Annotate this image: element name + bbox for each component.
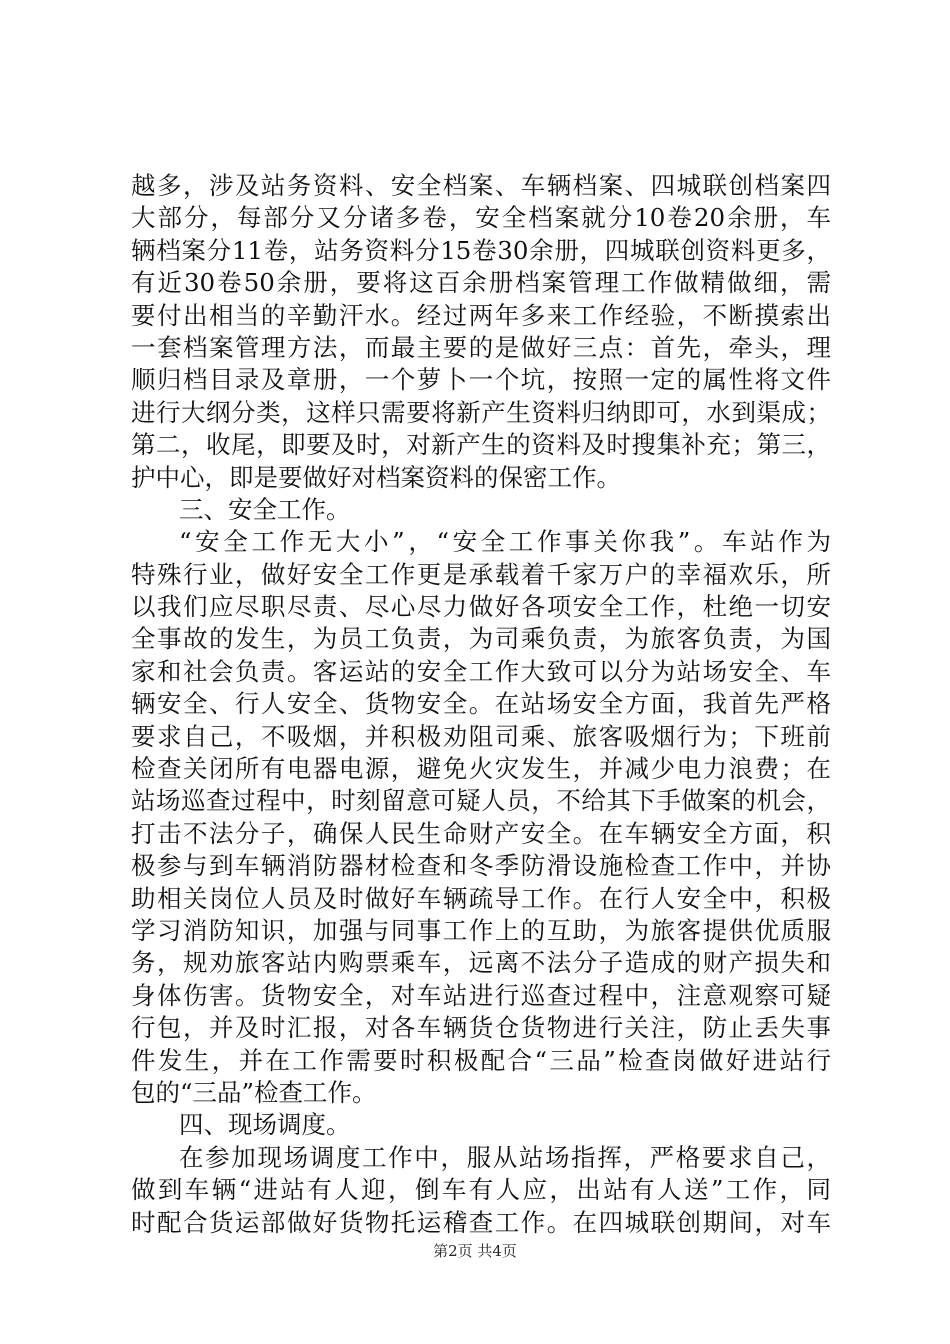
text-line: 包的“三品”检查工作。: [131, 1077, 377, 1107]
text-line: 以我们应尽职尽责、尽心尽力做好各项安全工作，杜绝一切安: [131, 592, 831, 622]
text-line: 全事故的发生，为员工负责，为司乘负责，为旅客负责，为国: [131, 624, 831, 654]
text-line: 特殊行业，做好安全工作更是承载着千家万户的幸福欢乐，所: [131, 559, 831, 589]
text-line: 顺归档目录及章册，一个萝卜一个坑，按照一定的属性将文件: [131, 365, 831, 395]
text-line: 学习消防知识，加强与同事工作上的互助，为旅客提供优质服: [131, 915, 831, 945]
text-line: 有近30卷50余册，要将这百余册档案管理工作做精做细，需: [131, 268, 831, 298]
text-line: 大部分，每部分又分诸多卷，安全档案就分10卷20余册，车: [131, 203, 831, 233]
text-line: 一套档案管理方法，而最主要的是做好三点：首先，牵头，理: [131, 332, 831, 362]
section-heading: 四、现场调度。: [179, 1110, 351, 1140]
text-line: 第二，收尾，即要及时，对新产生的资料及时搜集补充；第三，: [131, 430, 831, 460]
text-line: 做到车辆“进站有人迎，倒车有人应，出站有人送”工作，同: [131, 1175, 831, 1205]
text-line: 时配合货运部做好货物托运稽查工作。在四城联创期间，对车: [131, 1207, 831, 1237]
text-line: “安全工作无大小”，“安全工作事关你我”。车站作为: [179, 527, 831, 557]
text-line: 辆安全、行人安全、货物安全。在站场安全方面，我首先严格: [131, 689, 831, 719]
text-line: 护中心，即是要做好对档案资料的保密工作。: [131, 462, 621, 492]
page-footer: 第2页 共4页: [433, 1242, 517, 1260]
text-line: 行包，并及时汇报，对各车辆货仓货物进行关注，防止丢失事: [131, 1013, 831, 1043]
text-line: 要求自己，不吸烟，并积极劝阻司乘、旅客吸烟行为；下班前: [131, 721, 831, 751]
text-line: 进行大纲分类，这样只需要将新产生资料归纳即可，水到渠成；: [131, 397, 831, 427]
text-line: 要付出相当的辛勤汗水。经过两年多来工作经验，不断摸索出: [131, 300, 831, 330]
section-heading: 三、安全工作。: [179, 494, 351, 524]
text-line: 打击不法分子，确保人民生命财产安全。在车辆安全方面，积: [131, 818, 831, 848]
text-line: 在参加现场调度工作中，服从站场指挥，严格要求自己，: [179, 1142, 831, 1172]
text-line: 站场巡查过程中，时刻留意可疑人员，不给其下手做案的机会，: [131, 786, 831, 816]
text-line: 助相关岗位人员及时做好车辆疏导工作。在行人安全中，积极: [131, 883, 831, 913]
text-line: 务，规劝旅客站内购票乘车，远离不法分子造成的财产损失和: [131, 948, 831, 978]
text-line: 检查关闭所有电器电源，避免火灾发生，并减少电力浪费；在: [131, 754, 831, 784]
text-line: 越多，涉及站务资料、安全档案、车辆档案、四城联创档案四: [131, 171, 831, 200]
document-body: [131, 170, 831, 1239]
text-line: 极参与到车辆消防器材检查和冬季防滑设施检查工作中，并协: [131, 851, 831, 881]
text-line: 辆档案分11卷，站务资料分15卷30余册，四城联创资料更多，: [131, 235, 831, 265]
text-line: 件发生，并在工作需要时积极配合“三品”检查岗做好进站行: [131, 1045, 831, 1075]
text-line: 身体伤害。货物安全，对车站进行巡查过程中，注意观察可疑: [131, 980, 831, 1010]
text-line: 家和社会负责。客运站的安全工作大致可以分为站场安全、车: [131, 656, 831, 686]
